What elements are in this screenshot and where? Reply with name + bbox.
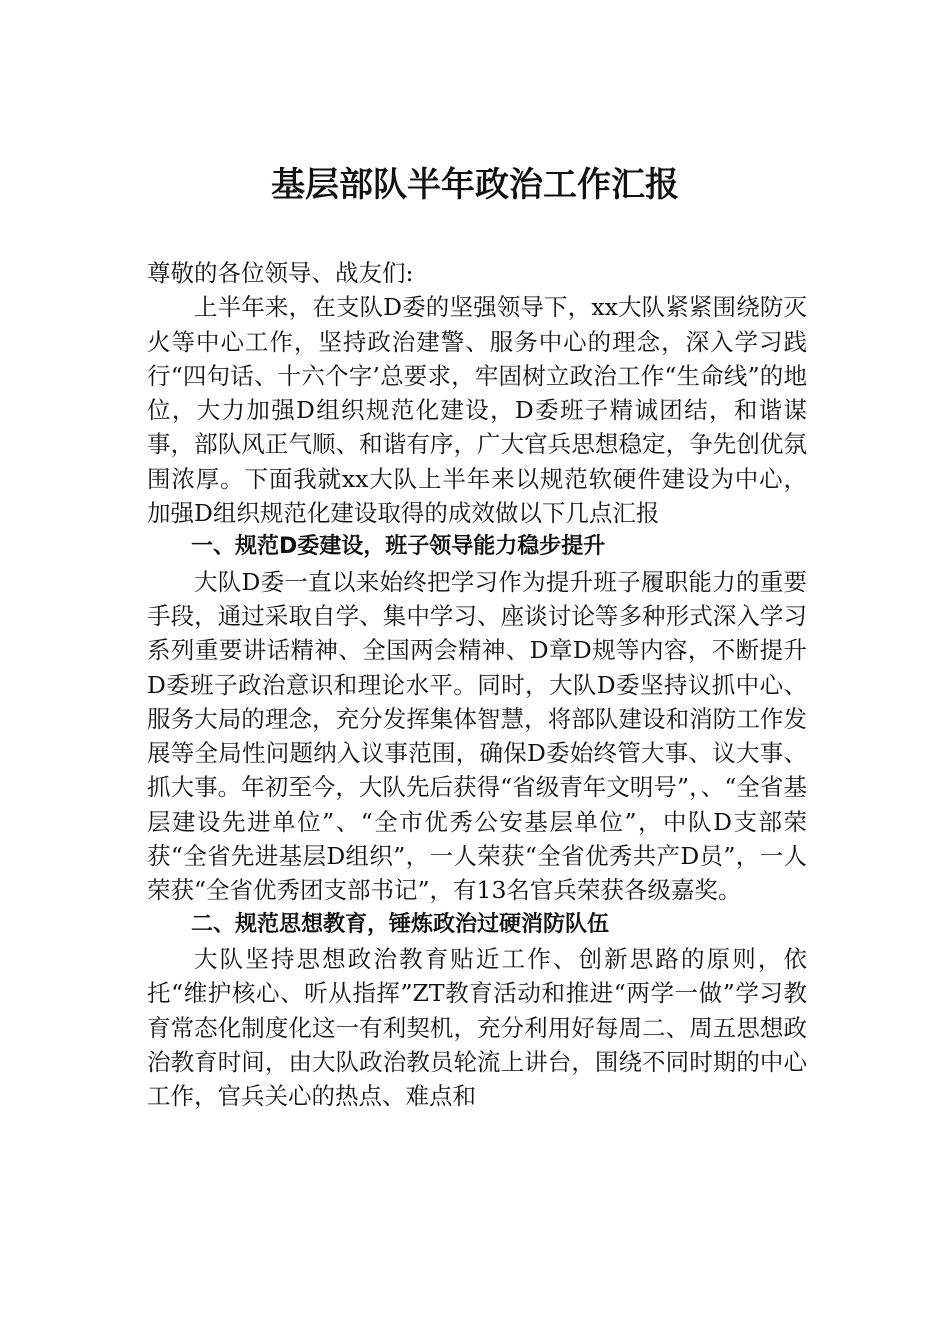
section-heading-1: 一、规范D委建设，班子领导能力稳步提升	[191, 534, 606, 560]
salutation: 尊敬的各位领导、战友们:	[147, 259, 414, 287]
section-paragraph-2: 大队坚持思想政治教育贴近工作、创新思路的原则，依托“维护核心、听从指挥”ZT教育活动和推进“两学一做”学习教育常态化制度化这一有利契机，充分利用好每周二、周五思想政治教育时间，由大队政治教员轮流上讲台，围绕不同时期的中心工作，官兵关心的热点、难点和	[147, 944, 807, 1111]
document-title: 基层部队半年政治工作汇报	[271, 165, 679, 205]
document-body	[147, 256, 807, 1113]
section-heading-2: 二、规范思想教育，锤炼政治过硬消防队伍	[191, 911, 610, 937]
section-paragraph-1: 大队D委一直以来始终把学习作为提升班子履职能力的重要手段，通过采取自学、集中学习、座谈讨论等多种形式深入学习系列重要讲话精神、全国两会精神、D章D规等内容，不断提升D委班子政治意识和理论水平。同时，大队D委坚持议抓中心、服务大局的理念，充分发挥集体智慧，将部队建设和消防工作发展等全局性问题纳入议事范围，确保D委始终管大事、议大事、抓大事。年初至今，大队先后获得“省级青年文明号”，、“全省基层建设先进单位”、“全市优秀公安基层单位”，中队D支部荣获“全省先进基层D组织”，一人荣获“全省优秀共产D员”，一人荣获“全省优秀团支部书记”，有13名官兵荣获各级嘉奖。	[147, 567, 807, 905]
intro-paragraph: 上半年来，在支队D委的坚强领导下，xx大队紧紧围绕防灭火等中心工作，坚持政治建警、服务中心的理念，深入学习践行“四句话、十六个字’总要求，牢固树立政治工作“生命线”的地位，大力加强D组织规范化建设，D委班子精诚团结，和谐谋事，部队风正气顺、和谐有序，广大官兵思想稳定，争先创优氛围浓厚。下面我就xx大队上半年来以规范软硬件建设为中心，加强D组织规范化建设取得的成效做以下几点汇报	[147, 293, 807, 528]
